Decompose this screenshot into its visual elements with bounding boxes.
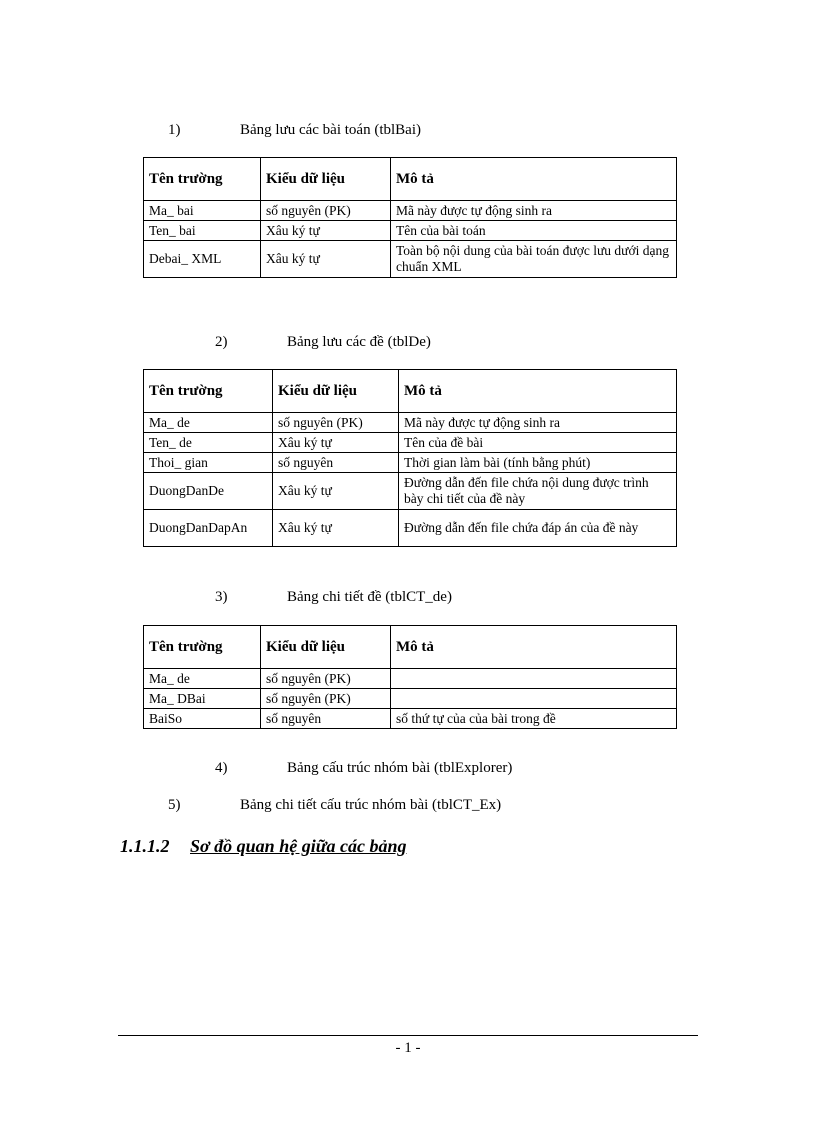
- table-header-row: [144, 158, 677, 201]
- cell-field: Ten_ bai: [144, 221, 261, 241]
- cell-type: Xâu ký tự: [273, 433, 399, 453]
- cell-type: số nguyên: [261, 709, 391, 729]
- table-row: [144, 510, 677, 547]
- cell-desc: [391, 669, 677, 689]
- cell-desc: Mã này được tự động sinh ra: [391, 201, 677, 221]
- section-heading-title: Sơ đồ quan hệ giữa các bảng: [190, 836, 407, 856]
- header-description: Mô tả: [399, 370, 677, 413]
- cell-field: Ma_ de: [144, 413, 273, 433]
- cell-desc: Tên của đề bài: [399, 433, 677, 453]
- table-row: [144, 453, 677, 473]
- header-field-name: Tên trường: [144, 158, 261, 201]
- footer-divider: [118, 1035, 698, 1036]
- table-row: [144, 669, 677, 689]
- cell-desc: Đường dẫn đến file chứa nội dung được trình bày chi tiết của đề này: [399, 473, 677, 510]
- cell-type: Xâu ký tự: [261, 221, 391, 241]
- heading-number: 3): [215, 589, 228, 605]
- cell-type: số nguyên (PK): [261, 689, 391, 709]
- table-header-row: [144, 370, 677, 413]
- heading-title: Bảng chi tiết đề (tblCT_de): [287, 589, 452, 605]
- cell-field: DuongDanDapAn: [144, 510, 273, 547]
- table-row: [144, 201, 677, 221]
- cell-desc: số thứ tự của của bài trong đề: [391, 709, 677, 729]
- heading-title: Bảng lưu các bài toán (tblBai): [240, 122, 421, 138]
- table-row: [144, 689, 677, 709]
- cell-type: Xâu ký tự: [273, 473, 399, 510]
- page-number: - 1 -: [395, 1040, 421, 1056]
- table-row: [144, 473, 677, 510]
- table-tblde: [143, 369, 677, 547]
- cell-field: BaiSo: [144, 709, 261, 729]
- cell-type: số nguyên (PK): [261, 669, 391, 689]
- table-row: [144, 413, 677, 433]
- cell-desc: [391, 689, 677, 709]
- section-number: 1.1.1.2: [120, 836, 170, 856]
- header-description: Mô tả: [391, 158, 677, 201]
- cell-field: Ma_ bai: [144, 201, 261, 221]
- table-tblct-de: [143, 625, 677, 729]
- table-row: [144, 709, 677, 729]
- cell-type: số nguyên (PK): [273, 413, 399, 433]
- table-row: [144, 433, 677, 453]
- cell-desc: Mã này được tự động sinh ra: [399, 413, 677, 433]
- cell-type: số nguyên (PK): [261, 201, 391, 221]
- cell-type: Xâu ký tự: [261, 241, 391, 278]
- heading-number: 4): [215, 760, 228, 776]
- header-data-type: Kiểu dữ liệu: [273, 370, 399, 413]
- table-row: [144, 241, 677, 278]
- cell-field: Ma_ de: [144, 669, 261, 689]
- cell-desc: Thời gian làm bài (tính bằng phút): [399, 453, 677, 473]
- cell-desc: Toàn bộ nội dung của bài toán được lưu dưới dạng chuẩn XML: [391, 241, 677, 278]
- table-row: [144, 221, 677, 241]
- heading-title: Bảng cấu trúc nhóm bài (tblExplorer): [287, 760, 513, 776]
- header-field-name: Tên trường: [144, 626, 261, 669]
- section-heading: [120, 836, 406, 857]
- header-description: Mô tả: [391, 626, 677, 669]
- heading-title: Bảng lưu các đề (tblDe): [287, 334, 431, 350]
- cell-desc: Tên của bài toán: [391, 221, 677, 241]
- header-field-name: Tên trường: [144, 370, 273, 413]
- heading-number: 2): [215, 334, 228, 350]
- heading-title: Bảng chi tiết cấu trúc nhóm bài (tblCT_Ex): [240, 797, 502, 813]
- heading-number: 5): [168, 797, 181, 813]
- cell-desc: Đường dẫn đến file chứa đáp án của đề này: [399, 510, 677, 547]
- cell-field: Ten_ de: [144, 433, 273, 453]
- cell-field: Debai_ XML: [144, 241, 261, 278]
- cell-field: Thoi_ gian: [144, 453, 273, 473]
- header-data-type: Kiểu dữ liệu: [261, 158, 391, 201]
- heading-number: 1): [168, 122, 181, 138]
- cell-type: Xâu ký tự: [273, 510, 399, 547]
- cell-field: DuongDanDe: [144, 473, 273, 510]
- table-header-row: [144, 626, 677, 669]
- cell-field: Ma_ DBai: [144, 689, 261, 709]
- table-tblbai: [143, 157, 677, 278]
- cell-type: số nguyên: [273, 453, 399, 473]
- header-data-type: Kiểu dữ liệu: [261, 626, 391, 669]
